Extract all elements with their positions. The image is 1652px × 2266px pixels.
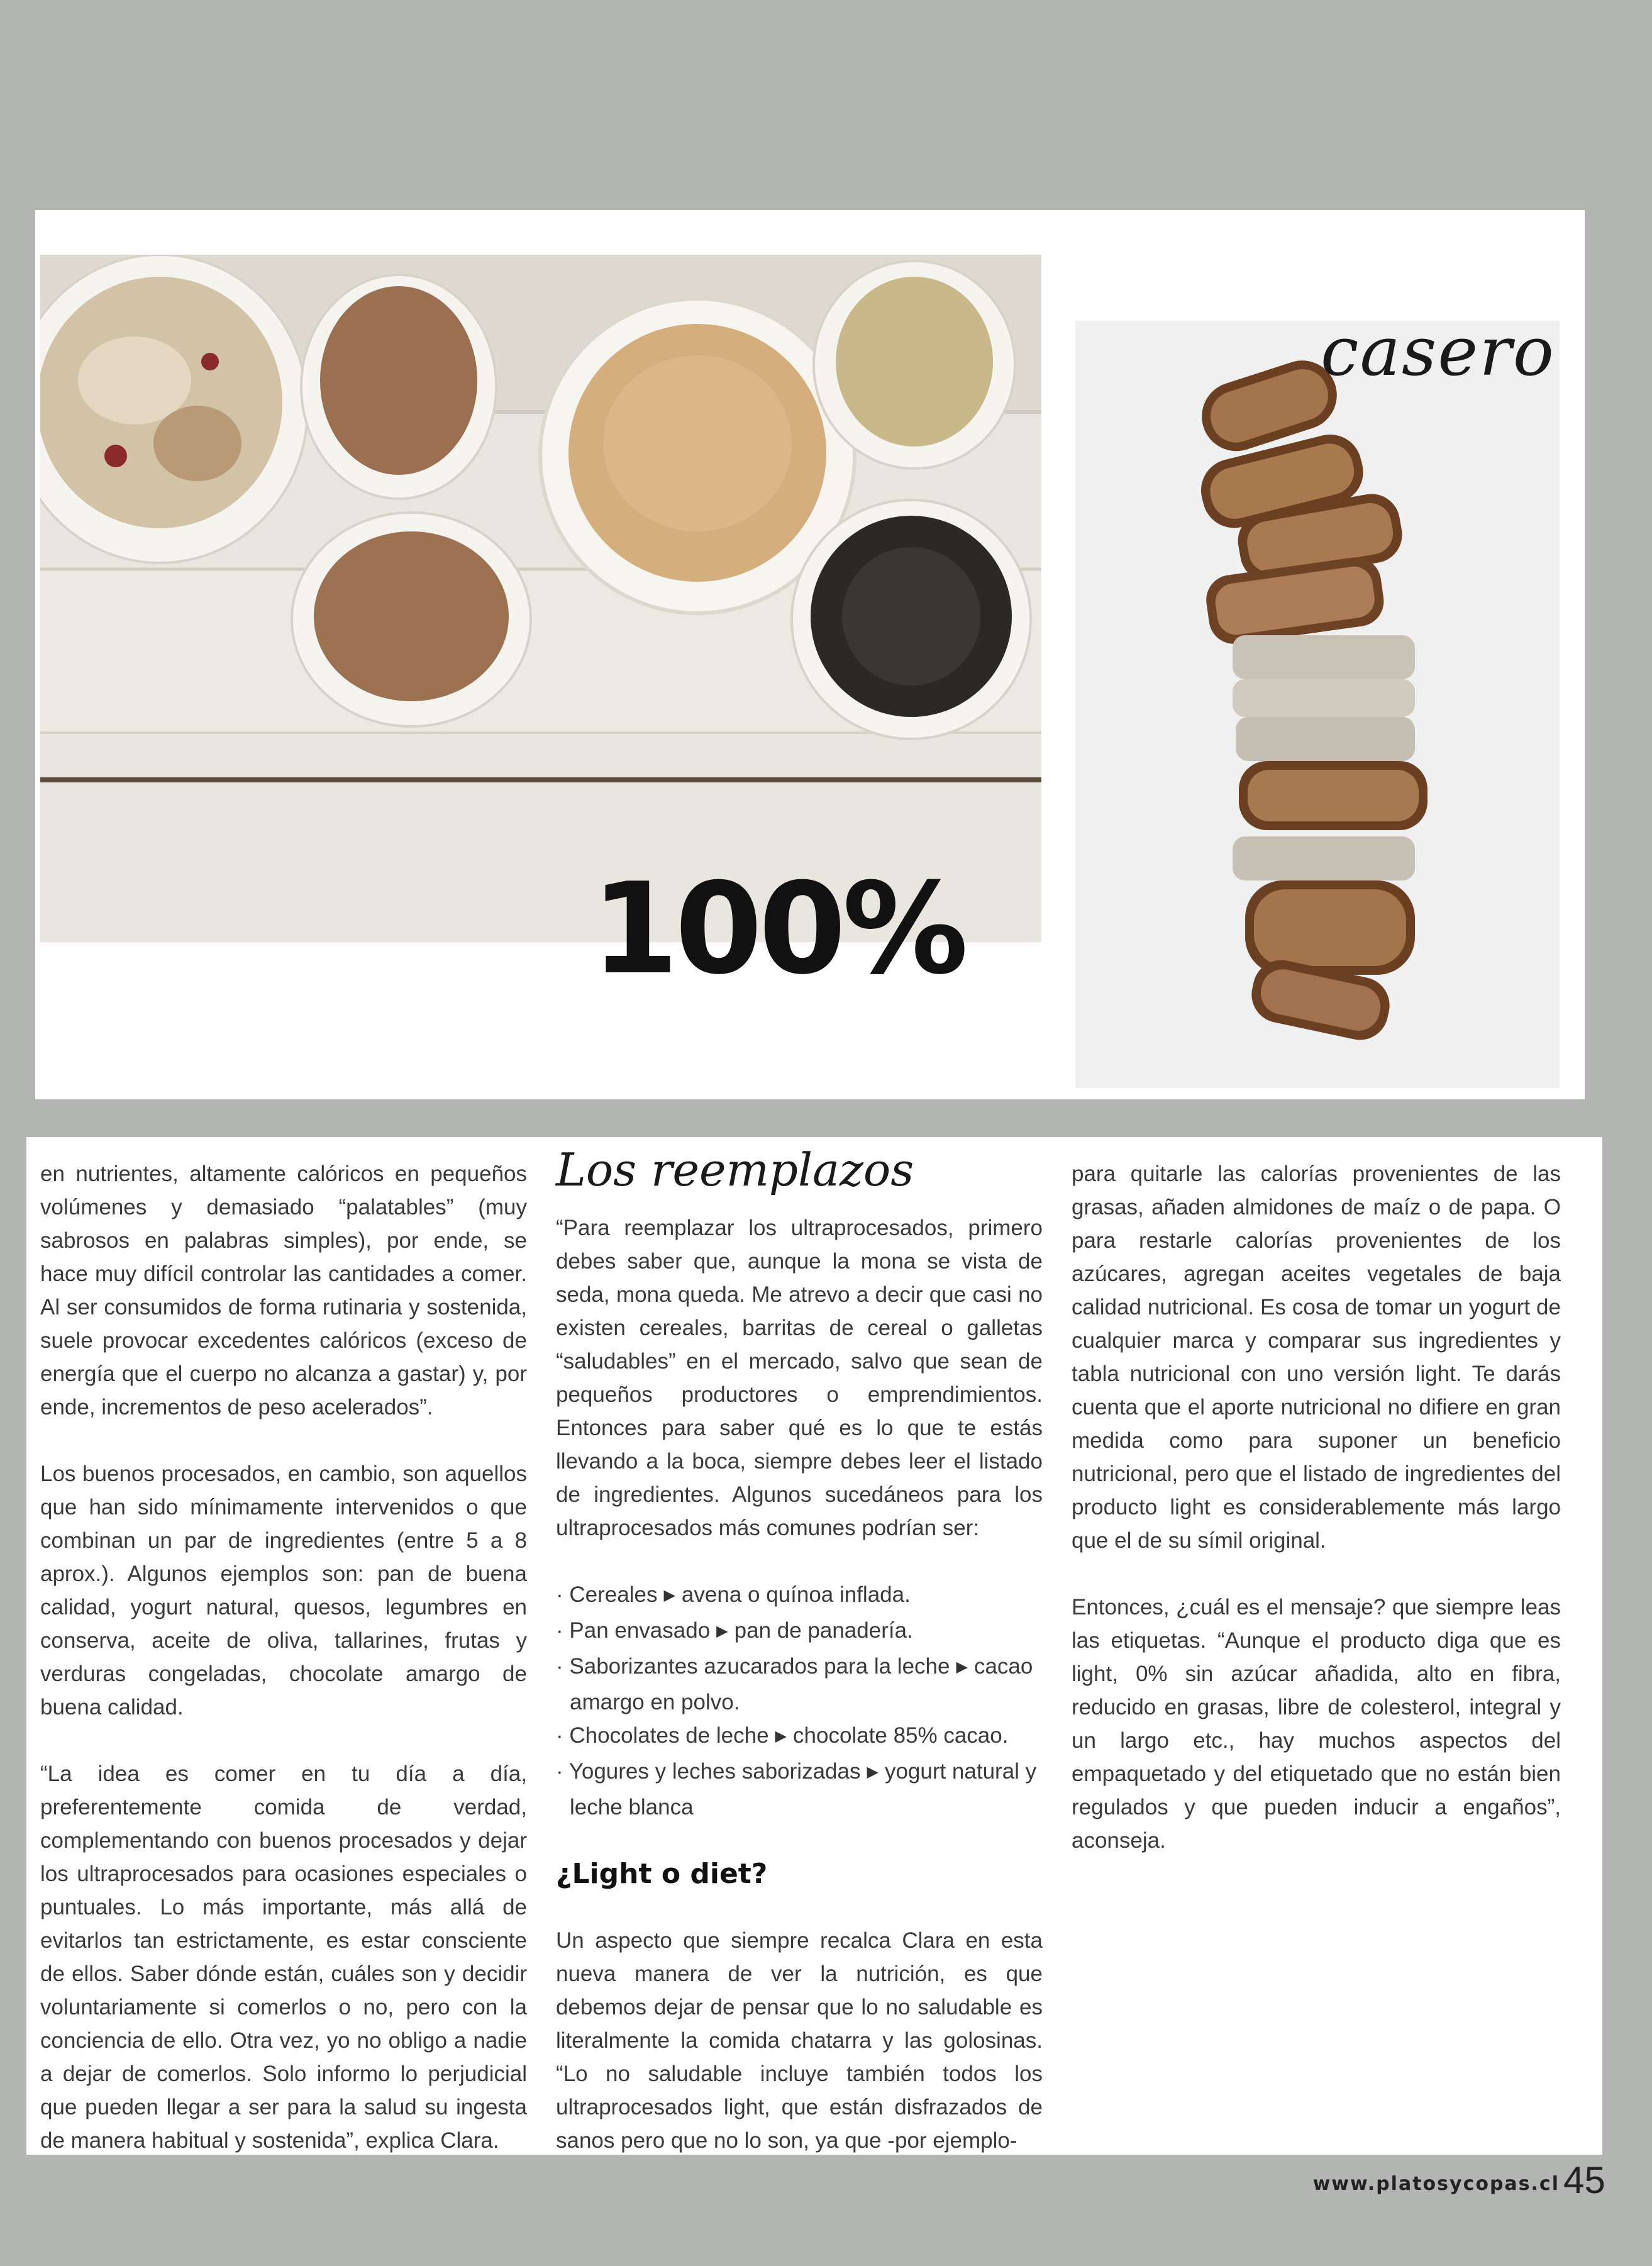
paragraph: Los buenos procesados, en cambio, son aquellos que han sido mínimamente intervenidos o que combinan un par de ingredientes (entre 5 a 8 aprox.). Algunos ejemplos son: pan de buena calidad, yogurt natural, quesos, legumbres en conserva, aceite de oliva, tallarines, frutas y verduras congeladas, chocolate amargo de buena calidad. xyxy=(40,1462,527,1719)
list-item xyxy=(556,1578,1043,1614)
script-title-casero: casero xyxy=(1321,313,1555,391)
item-to: pan de panadería. xyxy=(734,1618,913,1643)
list-item xyxy=(556,1755,1043,1824)
list-item xyxy=(556,1650,1043,1719)
item-from: · Pan envasado xyxy=(556,1618,711,1643)
arrow-right-icon: ▶ xyxy=(716,1623,728,1640)
item-to: chocolate 85% cacao. xyxy=(793,1723,1009,1748)
substitutes-list xyxy=(556,1578,1043,1824)
column-1 xyxy=(40,1157,527,2191)
paragraph: “La idea es comer en tu día a día, preferentemente comida de verdad, complementando con buenos procesados y dejar los ultraprocesados para ocasiones especiales o puntuales. Lo más importante, más allá de evitarlos tan estrictamente, es estar consciente de ellos. Saber dónde están, cuáles son y decidir voluntariamente si comerlos o no, pero con la conciencia de ello. Otra vez, yo no obligo a nadie a dejar de comerlos. Solo informo lo perjudicial que pueden llegar a ser para la salud su ingesta de manera habitual y sostenida”, explica Clara. xyxy=(40,1762,527,2153)
paragraph: para quitarle las calorías provenientes de las grasas, añaden almidones de maíz o de papa. O para restarle calorías provenientes de los azúcares, agregan aceites vegetales de baja calidad nutricional. Es cosa de tomar un yogurt de cualquier marca y comparar sus ingredientes y tabla nutricional con uno versión light. Te darás cuenta que el aporte nutricional no difiere en gran medida como para suponer un beneficio nutricional, pero que el listado de ingredientes del producto light es considerablemente más largo que el de su símil original. xyxy=(1072,1162,1561,1553)
list-item xyxy=(556,1719,1043,1755)
column-3 xyxy=(1072,1157,1561,1891)
item-from: · Yogures y leches saborizadas xyxy=(556,1759,861,1784)
list-item xyxy=(556,1614,1043,1650)
paragraph: Un aspecto que siempre recalca Clara en esta nueva manera de ver la nutrición, es que debemos dejar de pensar que lo no saludable es literalmente la comida chatarra y las golosinas. “Lo no saludable incluye también todos los ultraprocesados light, que están disfrazados de sanos pero que no lo son, ya que -por ejemplo- xyxy=(556,1928,1043,2153)
item-from: · Saborizantes azucarados para la leche xyxy=(556,1654,950,1679)
arrow-right-icon: ▶ xyxy=(956,1658,968,1675)
paragraph: en nutrientes, altamente calóricos en pequeños volúmenes y demasiado “palatables” (muy sabrosos en palabras simples), por ende, se hace muy difícil controlar las cantidades a comer. Al ser consumidos de forma rutinaria y sostenida, suele provocar excedentes calóricos (exceso de energía que el cuerpo no alcanza a gastar) y, por ende, incrementos de peso acelerados”. xyxy=(40,1162,527,1419)
item-to: cacao amargo en polvo. xyxy=(570,1654,1033,1714)
section-heading-reemplazos: Los reemplazos xyxy=(556,1143,914,1196)
item-to: avena o quínoa inflada. xyxy=(681,1582,911,1607)
paragraph: Entonces, ¿cuál es el mensaje? que siempre leas las etiquetas. “Aunque el producto diga que es light, 0% sin azúcar añadida, alto en fibra, reducido en grasas, libre de colesterol, integral y un largo etc., hay muchos aspectos del empaquetado y del etiquetado que no están bien regulados y que pueden inducir a engaños”, aconseja. xyxy=(1072,1595,1561,1853)
column-2 xyxy=(556,1143,1043,2191)
arrow-right-icon: ▶ xyxy=(867,1763,879,1780)
subheading-light-o-diet: ¿Light o diet? xyxy=(556,1858,768,1890)
footer-url: www.platosycopas.cl xyxy=(1312,2173,1560,2195)
paragraph: “Para reemplazar los ultraprocesados, primero debes saber que, aunque la mona se vista de seda, mona queda. Me atrevo a decir que casi no existen cereales, barritas de cereal o galletas “saludables” en el mercado, salvo que sean de pequeños productores o emprendimientos. Entonces para saber qué es lo que te estás llevando a la boca, siempre debes leer el listado de ingredientes. Algunos sucedáneos para los ultraprocesados más comunes podrían ser: xyxy=(556,1216,1043,1540)
arrow-right-icon: ▶ xyxy=(663,1587,675,1604)
headline-100-percent: 100% xyxy=(591,856,965,1002)
bread-photo xyxy=(1075,321,1560,1088)
arrow-right-icon: ▶ xyxy=(775,1728,787,1745)
page-number: 45 xyxy=(1563,2159,1605,2201)
item-to: yogurt natural y leche blanca xyxy=(570,1759,1037,1819)
grains-photo xyxy=(40,255,1041,942)
item-from: · Cereales xyxy=(556,1582,658,1607)
item-from: · Chocolates de leche xyxy=(556,1723,769,1748)
